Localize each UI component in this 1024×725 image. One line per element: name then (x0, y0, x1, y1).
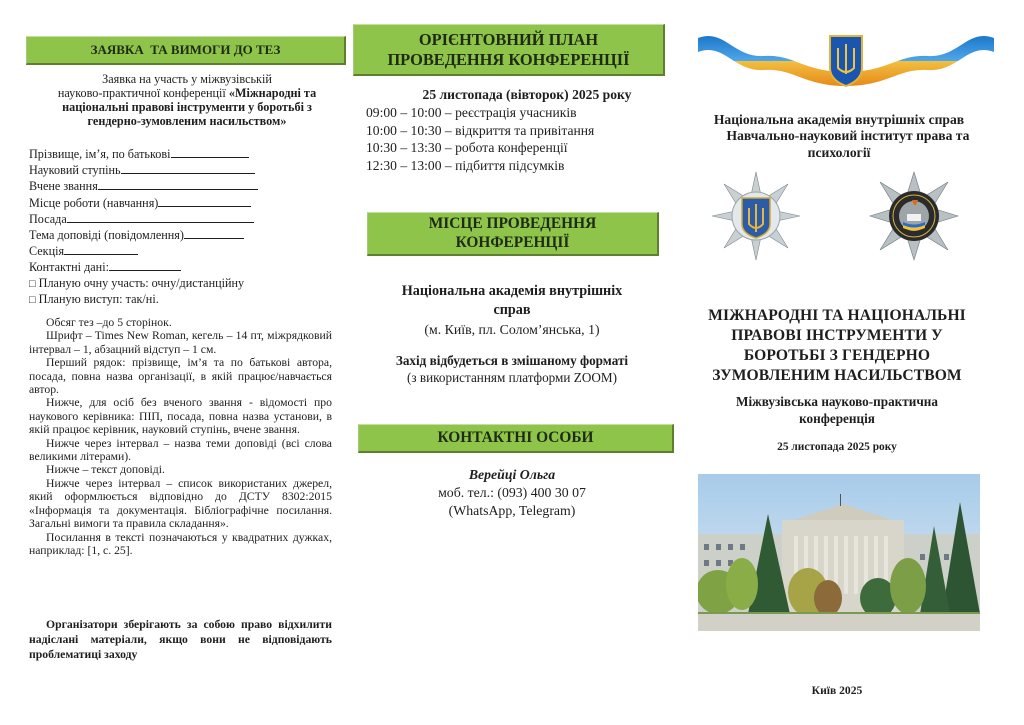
schedule-separator: – (441, 140, 456, 156)
checkbox-presentation[interactable] (29, 292, 329, 308)
schedule-item (366, 104, 666, 122)
schedule-activity: відкриття та привітання (455, 122, 595, 138)
format-prefix: Захід відбудеться в (395, 353, 512, 368)
title-line: БОРОТЬБІ З ГЕНДЕРНО (743, 347, 931, 364)
format-note: (з використанням платформи ZOOM) (407, 370, 617, 385)
form-field-contacts[interactable] (29, 259, 329, 275)
fill-line[interactable] (109, 259, 181, 271)
plan-header-line-2: ПРОВЕДЕННЯ КОНФЕРЕНЦІЇ (387, 49, 630, 69)
venue-info (362, 282, 662, 386)
flag-ribbon-icon (694, 28, 998, 88)
form-field-label: Контактні дані: (29, 260, 109, 275)
schedule-separator: – (441, 158, 456, 174)
fill-line[interactable] (67, 211, 254, 223)
rule-paragraph: Нижче через інтервал – назва теми доповіді (всі слова великими літерами). (29, 436, 332, 464)
schedule-item (366, 157, 666, 175)
police-star-emblem-icon (710, 170, 802, 262)
title-line: ПРАВОВІ ІНСТРУМЕНТИ У (731, 327, 943, 344)
organizers-note: Організатори зберігають за собою право відхилити надіслані матеріали, якщо вони не відповідають проблематиці заходу (29, 618, 332, 661)
fill-line[interactable] (121, 162, 255, 174)
org-line-2: Навчально-науковий інститут права та (726, 128, 970, 144)
academy-building-photo (698, 474, 980, 631)
intro-line-2-bold: «Міжнародні та (228, 86, 317, 100)
schedule-time: 10:30 – 13:30 (366, 140, 442, 156)
fill-line[interactable] (171, 146, 249, 158)
format-line (362, 352, 662, 369)
form-field-position[interactable] (29, 211, 329, 227)
title-line: ЗУМОВЛЕНИМ НАСИЛЬСТВОМ (712, 367, 962, 384)
org-line-1: Національна академія внутрішніх справ (713, 112, 965, 127)
rule-paragraph: Нижче – текст доповіді. (46, 463, 165, 477)
application-form (29, 146, 329, 308)
rule-paragraph: Шрифт – Times New Roman, кегель – 14 пт, міжрядковий інтервал – 1, абзацний відступ – 1 см. (29, 329, 332, 356)
rule-paragraph: Посилання в тексті позначаються у квадратних дужках, наприклад: [1, с. 25]. (29, 530, 332, 557)
schedule (366, 86, 666, 175)
form-field-label: Місце роботи (навчання) (29, 195, 159, 210)
form-field-workplace[interactable] (29, 195, 329, 211)
intro-line-1: Заявка на участь у міжвузівській (102, 72, 272, 86)
form-field-label: Прізвище, ім’я, по батькові (29, 147, 171, 161)
venue-header-line-1: МІСЦЕ ПРОВЕДЕННЯ (428, 215, 597, 232)
form-field-label: Науковий ступінь (29, 163, 121, 178)
subtitle-line-2: конференція (799, 411, 875, 426)
contacts-header-text: КОНТАКТНІ ОСОБИ (437, 429, 594, 446)
form-field-title[interactable] (29, 178, 329, 194)
intro-line-2-normal: науково-практичної конференції (57, 86, 229, 100)
form-field-section[interactable] (29, 243, 329, 259)
schedule-separator: – (441, 122, 456, 138)
schedule-date: 25 листопада (вівторок) 2025 року (422, 87, 632, 102)
subtitle-line-1: Міжвузівська науково-практична (736, 394, 938, 409)
form-field-topic[interactable] (29, 227, 329, 243)
plan-header (353, 24, 665, 76)
requirements-header (26, 36, 346, 65)
conference-title (684, 306, 990, 386)
conference-date: 25 листопада 2025 року (777, 441, 897, 453)
contacts-header (358, 424, 674, 453)
org-line-3: психології (807, 144, 871, 160)
schedule-time: 10:00 – 10:30 (366, 122, 442, 138)
checkbox-label: Планую виступ: так/ні. (38, 291, 159, 306)
schedule-item (366, 139, 666, 157)
schedule-activity: реєстрація учасників (455, 104, 577, 120)
contact-messengers: (WhatsApp, Telegram) (448, 503, 576, 518)
form-field-label: Секція (29, 244, 65, 259)
checkbox-label: Планую очну участь: очну/дистанційну (38, 275, 245, 290)
format-bold: змішаному форматі (511, 353, 629, 368)
venue-name-line-2: справ (493, 302, 531, 318)
form-field-label: Вчене звання (29, 179, 98, 194)
intro-line-2 (30, 86, 344, 100)
schedule-time: 12:30 – 13:00 (366, 158, 442, 174)
checkbox-icon[interactable]: □ (29, 293, 36, 306)
fill-line[interactable] (184, 227, 244, 239)
conference-subtitle (684, 393, 990, 427)
contact-person: Верейці Ольга (468, 467, 556, 482)
application-intro (30, 72, 344, 128)
schedule-item (366, 122, 666, 140)
intro-line-4: гендерно-зумовленим насильством» (87, 114, 287, 128)
fill-line[interactable] (98, 178, 258, 190)
title-line: МІЖНАРОДНІ ТА НАЦІОНАЛЬНІ (708, 307, 966, 324)
form-field-degree[interactable] (29, 162, 329, 178)
checkbox-attendance[interactable] (29, 276, 329, 292)
venue-name-line-1: Національна академія внутрішніх (401, 283, 623, 299)
rule-paragraph: Нижче, для осіб без вченого звання - відомості про наукового керівника: ПІП, посада, повна назва установи, в якій працює керівник, науковий ступінь, вчене звання. (29, 396, 332, 437)
intro-line-3: національні правові інструменти у боротьбі з (62, 100, 312, 114)
event-format (362, 352, 662, 386)
venue-header-line-2: КОНФЕРЕНЦІЇ (455, 233, 570, 251)
city-year: Київ 2025 (811, 684, 863, 697)
abstract-requirements (29, 316, 332, 557)
academy-emblem-icon (868, 170, 960, 262)
requirements-header-text: ЗАЯВКА ТА ВИМОГИ ДО ТЕЗ (90, 42, 281, 57)
form-field-label: Тема доповіді (повідомлення) (29, 228, 184, 243)
rule-paragraph: Нижче через інтервал – список використаних джерел, який оформлюється відповідно до ДСТУ 8302:2015 «Інформація та документація. Бібліографічне посилання. Загальні вимоги та правила складання». (29, 476, 332, 531)
schedule-activity: робота конференції (455, 140, 568, 156)
form-field-label: Посада (29, 211, 67, 226)
schedule-time: 09:00 – 10:00 (366, 104, 442, 120)
fill-line[interactable] (158, 195, 251, 207)
schedule-separator: – (441, 104, 456, 120)
rule-paragraph: Обсяг тез –до 5 сторінок. (46, 316, 172, 329)
organization (684, 112, 994, 161)
contact-info (362, 466, 662, 520)
plan-header-line-1: ОРІЄНТОВНИЙ ПЛАН (418, 29, 599, 49)
rule-paragraph: Перший рядок: прізвище, ім’я та по батькові автора, посада, повна назва організації, в якій працює/навчається автор. (29, 356, 332, 397)
venue-address: (м. Київ, пл. Солом’янська, 1) (424, 322, 600, 337)
checkbox-icon[interactable]: □ (29, 277, 36, 290)
schedule-activity: підбиття підсумків (455, 158, 565, 174)
venue-header (367, 212, 659, 256)
form-field-full-name[interactable] (29, 146, 329, 162)
fill-line[interactable] (64, 243, 138, 255)
contact-phone[interactable]: моб. тел.: (093) 400 30 07 (438, 485, 586, 500)
